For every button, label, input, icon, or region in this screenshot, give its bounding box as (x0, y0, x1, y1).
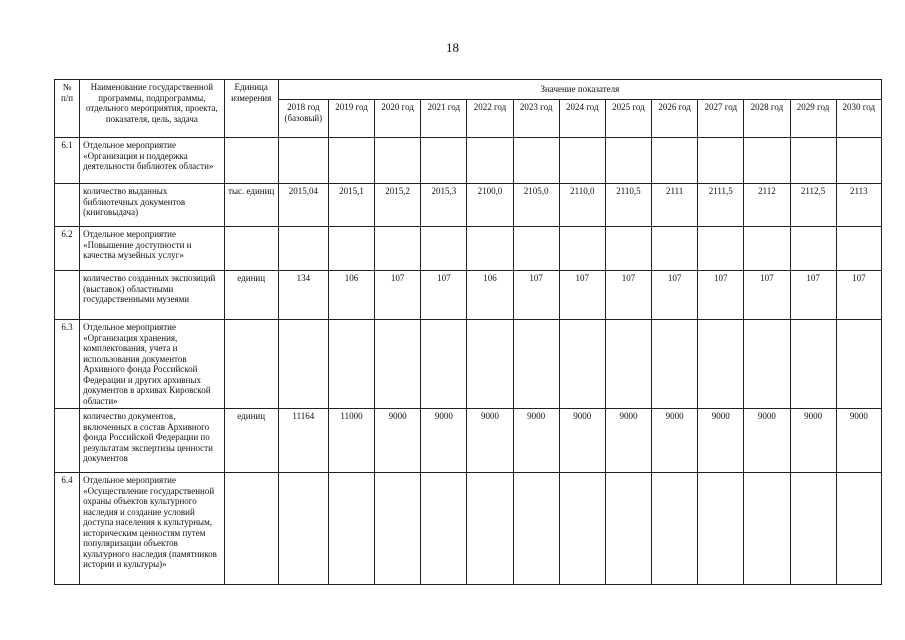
header-year: 2021 год (421, 100, 467, 138)
row-number (55, 184, 80, 227)
row-unit (224, 320, 278, 409)
value-cell: 9000 (421, 409, 467, 473)
value-cell (790, 138, 836, 184)
header-year: 2024 год (559, 100, 605, 138)
value-cell (375, 320, 421, 409)
header-year: 2026 год (652, 100, 698, 138)
value-cell: 107 (605, 271, 651, 320)
header-year: 2020 год (375, 100, 421, 138)
value-cell (278, 320, 328, 409)
value-cell (652, 138, 698, 184)
value-cell (328, 227, 374, 271)
value-cell (278, 138, 328, 184)
table-row (55, 138, 882, 184)
value-cell: 2111 (652, 184, 698, 227)
value-cell (559, 227, 605, 271)
row-name: количество документов, включенных в состав Архивного фонда Российской Федерации по результатам экспертизы ценности документов (80, 409, 225, 473)
value-cell (605, 473, 651, 585)
table-row (55, 184, 882, 227)
header-values: Значение показателя (278, 80, 881, 100)
value-cell: 2015,1 (328, 184, 374, 227)
value-cell: 2015,3 (421, 184, 467, 227)
value-cell: 2113 (836, 184, 881, 227)
value-cell: 107 (790, 271, 836, 320)
value-cell (652, 227, 698, 271)
value-cell (744, 227, 790, 271)
value-cell (467, 320, 513, 409)
value-cell (375, 473, 421, 585)
value-cell (836, 138, 881, 184)
value-cell: 9000 (375, 409, 421, 473)
value-cell: 9000 (790, 409, 836, 473)
value-cell (421, 320, 467, 409)
value-cell: 9000 (559, 409, 605, 473)
value-cell (744, 138, 790, 184)
value-cell: 107 (698, 271, 744, 320)
header-num: № п/п (55, 80, 80, 138)
value-cell (278, 227, 328, 271)
row-name: Отдельное мероприятие «Организация и поддержка деятельности библиотек области» (80, 138, 225, 184)
row-number (55, 271, 80, 320)
value-cell (744, 473, 790, 585)
value-cell (698, 138, 744, 184)
value-cell (513, 138, 559, 184)
value-cell (605, 227, 651, 271)
table-row (55, 409, 882, 473)
row-number (55, 409, 80, 473)
row-unit (224, 138, 278, 184)
header-year: 2025 год (605, 100, 651, 138)
page-number: 18 (446, 40, 459, 55)
value-cell: 9000 (744, 409, 790, 473)
row-unit: единиц (224, 409, 278, 473)
value-cell (790, 473, 836, 585)
value-cell (559, 320, 605, 409)
value-cell (698, 473, 744, 585)
value-cell: 2100,0 (467, 184, 513, 227)
value-cell (375, 138, 421, 184)
value-cell: 11164 (278, 409, 328, 473)
value-cell (467, 473, 513, 585)
table-row (55, 271, 882, 320)
value-cell (278, 473, 328, 585)
value-cell (328, 473, 374, 585)
value-cell: 2112 (744, 184, 790, 227)
value-cell (467, 227, 513, 271)
value-cell (790, 320, 836, 409)
value-cell (790, 227, 836, 271)
header-year: 2027 год (698, 100, 744, 138)
header-year: 2018 год (базовый) (278, 100, 328, 138)
row-number: 6.3 (55, 320, 80, 409)
header-year: 2019 год (328, 100, 374, 138)
header-unit: Единица измерения (224, 80, 278, 138)
table-row (55, 227, 882, 271)
value-cell: 2015,04 (278, 184, 328, 227)
value-cell (836, 473, 881, 585)
row-name: количество созданных экспозиций (выставок) областными государственными музеями (80, 271, 225, 320)
value-cell (559, 138, 605, 184)
value-cell (375, 227, 421, 271)
value-cell (698, 320, 744, 409)
value-cell: 107 (421, 271, 467, 320)
value-cell (744, 320, 790, 409)
row-name: Отдельное мероприятие «Осуществление государственной охраны объектов культурного наследия и создание условий доступа населения к культурным, историческим ценностям путем популяризации объектов культурного наследия (памятников истории и культуры)» (80, 473, 225, 585)
row-unit (224, 227, 278, 271)
header-year: 2029 год (790, 100, 836, 138)
header-year: 2023 год (513, 100, 559, 138)
row-number: 6.4 (55, 473, 80, 585)
row-number: 6.1 (55, 138, 80, 184)
value-cell (836, 320, 881, 409)
value-cell: 9000 (652, 409, 698, 473)
row-unit: единиц (224, 271, 278, 320)
row-unit (224, 473, 278, 585)
value-cell: 9000 (698, 409, 744, 473)
value-cell (605, 138, 651, 184)
row-name: Отдельное мероприятие «Повышение доступности и качества музейных услуг» (80, 227, 225, 271)
value-cell: 134 (278, 271, 328, 320)
value-cell: 106 (467, 271, 513, 320)
value-cell (559, 473, 605, 585)
value-cell (605, 320, 651, 409)
value-cell: 2112,5 (790, 184, 836, 227)
value-cell (513, 320, 559, 409)
value-cell (467, 138, 513, 184)
header-year: 2028 год (744, 100, 790, 138)
header-year: 2022 год (467, 100, 513, 138)
row-unit: тыс. единиц (224, 184, 278, 227)
row-name: количество выданных библиотечных документов (книговыдача) (80, 184, 225, 227)
value-cell (513, 227, 559, 271)
value-cell: 9000 (605, 409, 651, 473)
indicator-table (54, 79, 882, 585)
value-cell (328, 320, 374, 409)
value-cell: 107 (559, 271, 605, 320)
value-cell: 2105,0 (513, 184, 559, 227)
value-cell: 107 (375, 271, 421, 320)
value-cell (698, 227, 744, 271)
value-cell: 107 (744, 271, 790, 320)
row-number: 6.2 (55, 227, 80, 271)
header-year: 2030 год (836, 100, 881, 138)
row-name: Отдельное мероприятие «Организация хранения, комплектования, учета и использования документов Архивного фонда Российской Федерации и других архивных документов в архивах Кировской области» (80, 320, 225, 409)
header-name: Наименование государственной программы, подпрограммы, отдельного мероприятия, проекта, показателя, цель, задача (80, 80, 225, 138)
value-cell: 107 (836, 271, 881, 320)
value-cell: 2015,2 (375, 184, 421, 227)
value-cell (513, 473, 559, 585)
header-row-top (55, 80, 882, 100)
value-cell: 107 (513, 271, 559, 320)
value-cell (836, 227, 881, 271)
table-row (55, 473, 882, 585)
value-cell: 9000 (467, 409, 513, 473)
value-cell: 107 (652, 271, 698, 320)
value-cell: 2110,0 (559, 184, 605, 227)
value-cell: 9000 (836, 409, 881, 473)
value-cell: 9000 (513, 409, 559, 473)
value-cell (652, 473, 698, 585)
value-cell (328, 138, 374, 184)
value-cell (421, 138, 467, 184)
value-cell (421, 473, 467, 585)
value-cell: 2110,5 (605, 184, 651, 227)
value-cell: 2111,5 (698, 184, 744, 227)
value-cell: 106 (328, 271, 374, 320)
value-cell (652, 320, 698, 409)
table-row (55, 320, 882, 409)
value-cell (421, 227, 467, 271)
value-cell: 11000 (328, 409, 374, 473)
